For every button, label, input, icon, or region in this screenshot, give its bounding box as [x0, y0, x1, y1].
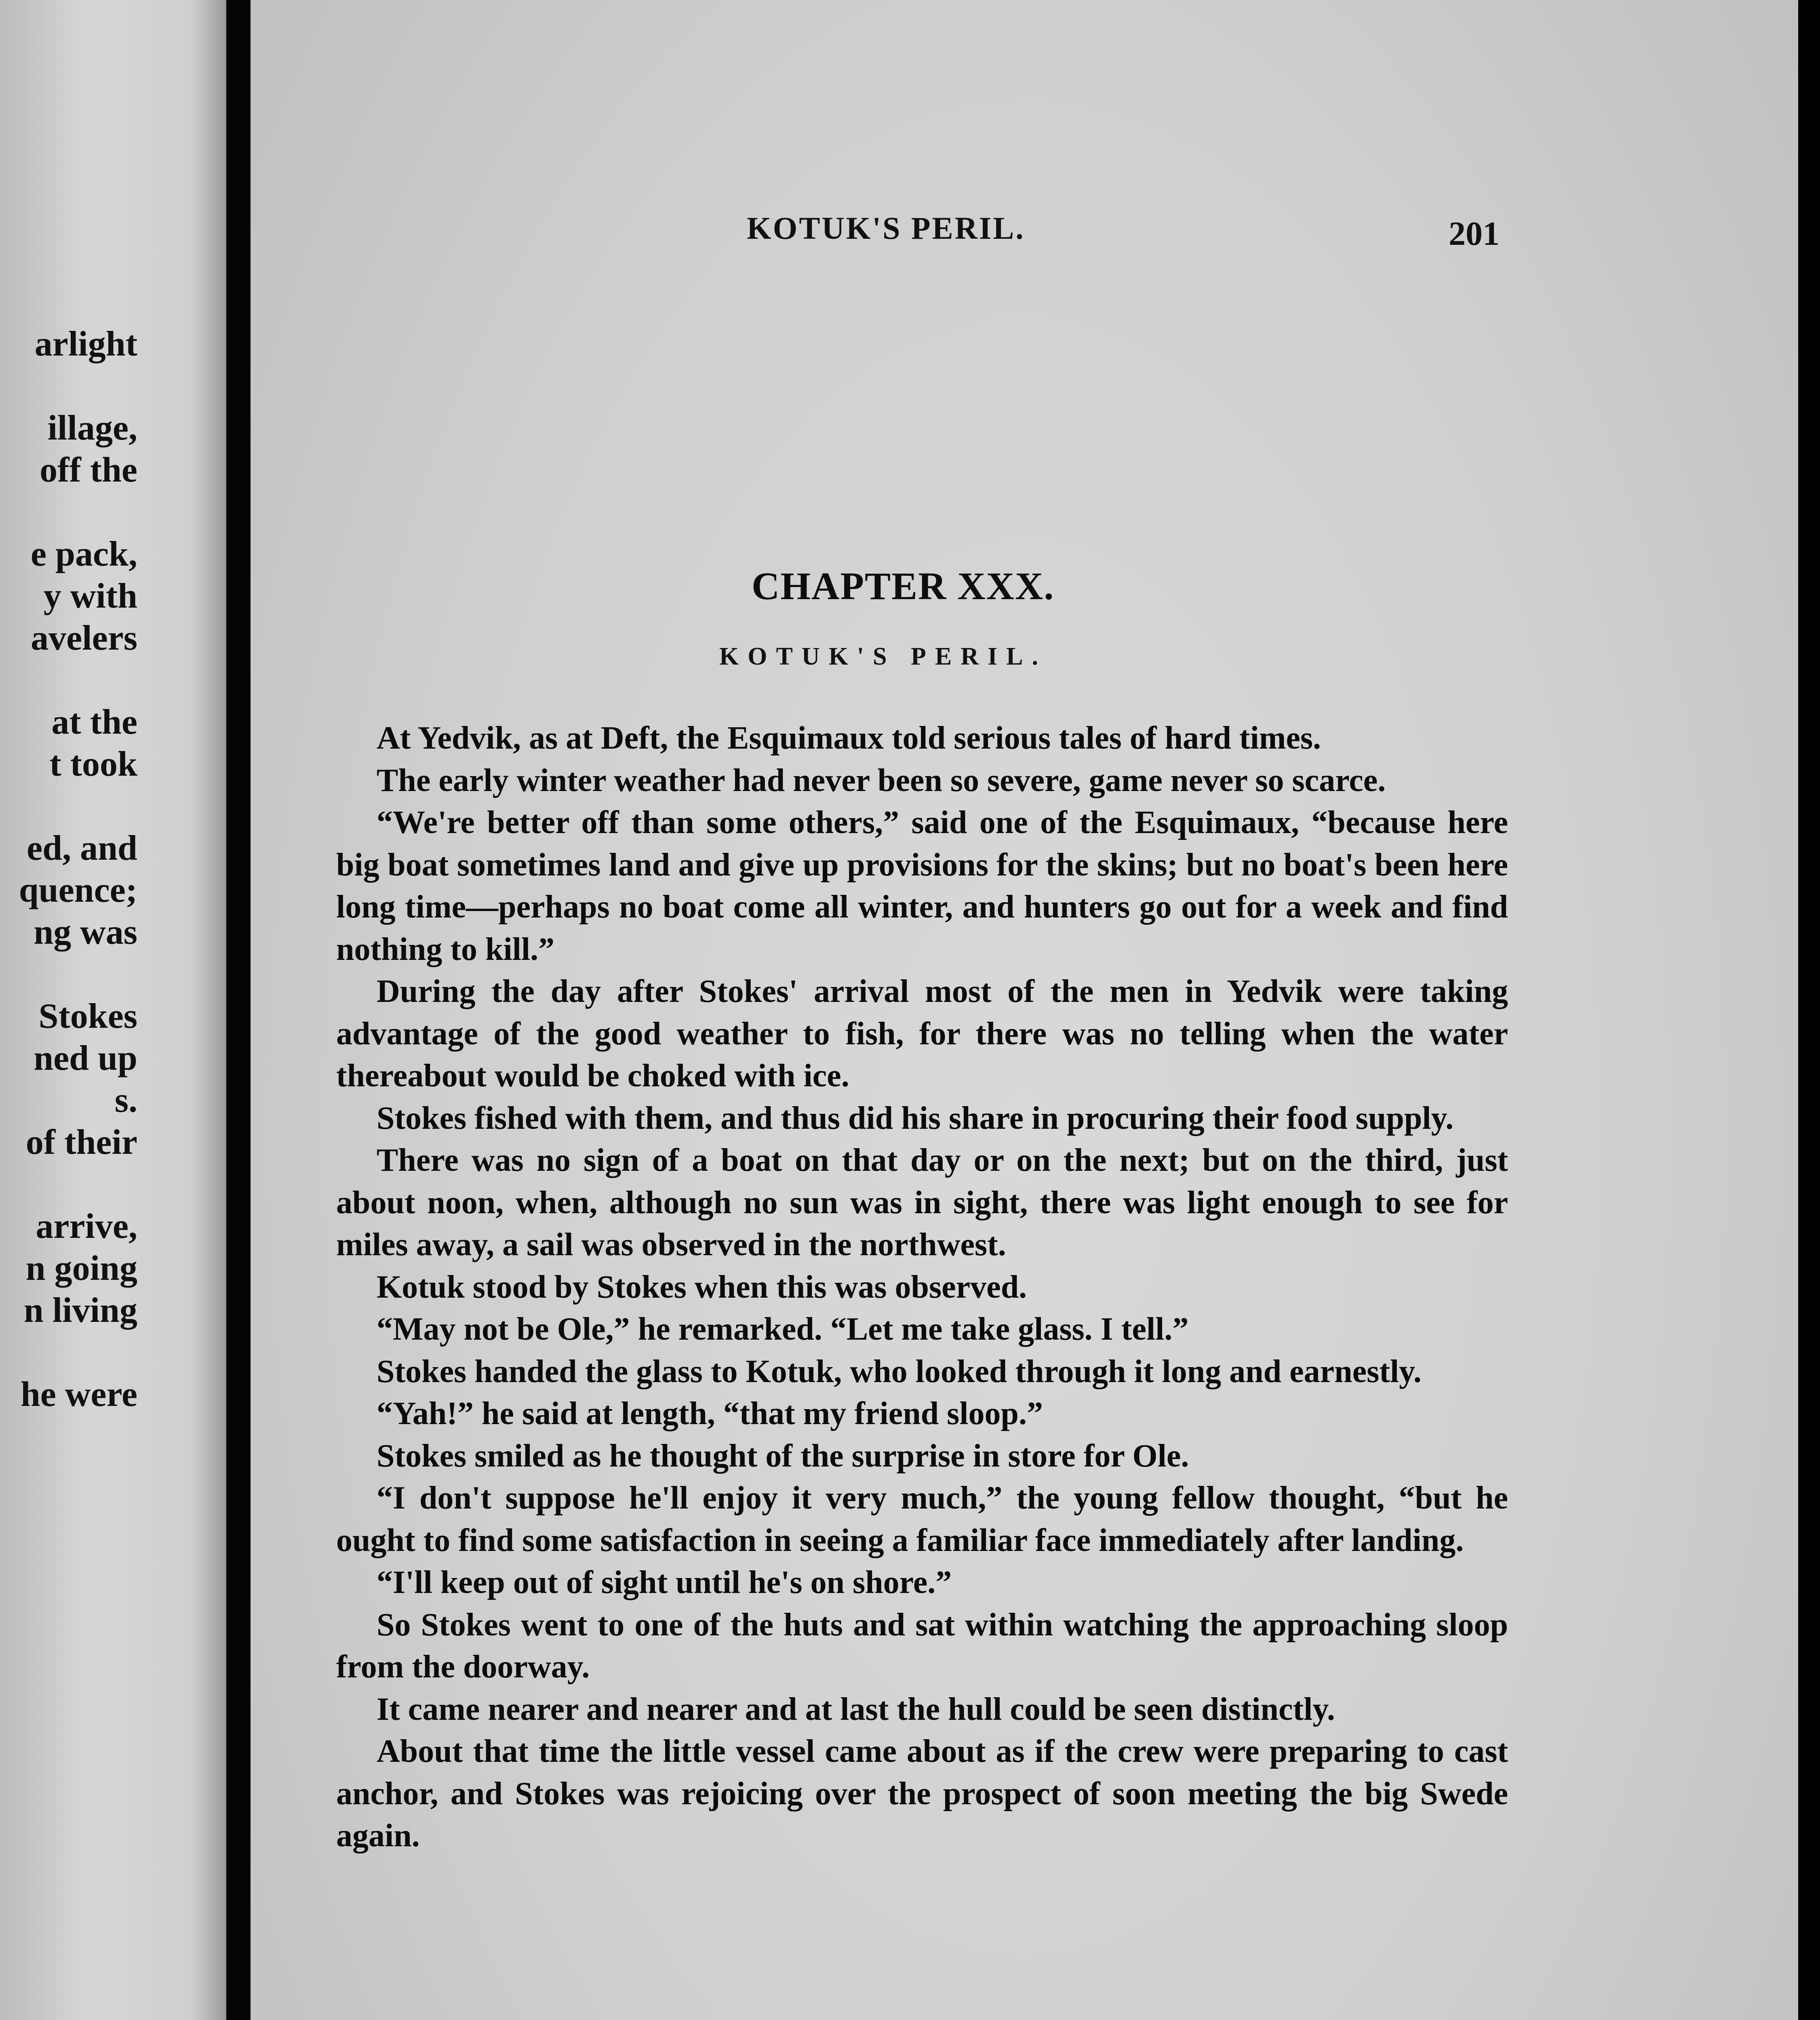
left-line: ed, and: [27, 829, 137, 868]
left-line: [0, 785, 137, 827]
left-line: n going: [25, 1249, 137, 1288]
left-line: [0, 659, 137, 701]
paragraph: So Stokes went to one of the huts and sat within watching the approaching sloop from the doorway.: [336, 1607, 1508, 1685]
paragraph: At Yedvik, as at Deft, the Esquimaux told serious tales of hard times.: [377, 720, 1321, 756]
left-line: y with: [43, 577, 137, 616]
paragraph: It came nearer and nearer and at last the hull could be seen distinctly.: [377, 1691, 1335, 1727]
left-line: [0, 953, 137, 995]
paragraph: “We're better off than some others,” said one of the Esquimaux, “because here big boat sometimes land and give up provisions for the skins; but no boat's been here long time—perhaps no boat come all winter, and hunters go out for a week and find nothing to kill.”: [336, 805, 1508, 967]
left-line: of their: [25, 1123, 137, 1162]
left-line: he were: [20, 1375, 137, 1414]
left-page-text: [0, 323, 137, 1416]
paragraph: “Yah!” he said at length, “that my friend sloop.”: [377, 1396, 1043, 1431]
left-line: s.: [114, 1081, 137, 1120]
left-line: arrive,: [36, 1207, 137, 1246]
left-line: [0, 491, 137, 533]
paragraph: During the day after Stokes' arrival most of the men in Yedvik were taking advantage of the good weather to fish, for there was no telling when the water thereabout would be choked with ice.: [336, 974, 1508, 1094]
paragraph: Stokes handed the glass to Kotuk, who looked through it long and earnestly.: [377, 1353, 1422, 1389]
left-line: [0, 1332, 137, 1374]
left-line: off the: [40, 450, 137, 490]
left-facing-page: [0, 0, 226, 2020]
scan-edge: [1798, 0, 1820, 2020]
left-line: quence;: [19, 871, 137, 910]
left-line: Stokes: [38, 997, 137, 1036]
paragraph: About that time the little vessel came about as if the crew were preparing to cast anchor, and Stokes was rejoicing over the prospect of soon meeting the big Swede again.: [336, 1734, 1508, 1854]
left-line: n living: [23, 1291, 137, 1330]
paragraph: Stokes fished with them, and thus did his share in procuring their food supply.: [377, 1100, 1454, 1136]
left-line: illage,: [47, 408, 137, 448]
left-line: ned up: [34, 1039, 137, 1078]
left-line: ng was: [34, 913, 137, 952]
paragraph: Stokes smiled as he thought of the surprise in store for Ole.: [377, 1438, 1189, 1474]
left-line: avelers: [31, 619, 137, 658]
paragraph: “May not be Ole,” he remarked. “Let me take glass. I tell.”: [377, 1311, 1189, 1347]
left-line: arlight: [34, 324, 137, 364]
left-line: at the: [51, 703, 137, 742]
paragraph: “I don't suppose he'll enjoy it very much,” the young fellow thought, “but he ought to find some satisfaction in seeing a familiar face immediately after landing.: [336, 1480, 1508, 1558]
left-line: t took: [49, 745, 137, 784]
paragraph: There was no sign of a boat on that day or on the next; but on the third, just about noon, when, although no sun was in sight, there was light enough to see for miles away, a sail was observed in the northwest.: [336, 1143, 1508, 1262]
left-line: e pack,: [31, 534, 137, 574]
book-binding-gutter: [226, 0, 251, 2020]
left-line: [0, 1164, 137, 1206]
running-head: KOTUK'S PERIL.: [747, 210, 1025, 246]
page-number: 201: [1449, 215, 1500, 253]
left-line: [0, 365, 137, 407]
chapter-body: [336, 717, 1508, 1857]
paragraph: The early winter weather had never been so severe, game never so scarce.: [377, 762, 1386, 798]
chapter-subtitle: KOTUK'S PERIL.: [719, 643, 1047, 670]
paragraph: Kotuk stood by Stokes when this was observed.: [377, 1269, 1027, 1305]
paragraph: “I'll keep out of sight until he's on shore.”: [377, 1565, 952, 1600]
chapter-title: CHAPTER XXX.: [752, 564, 1055, 608]
